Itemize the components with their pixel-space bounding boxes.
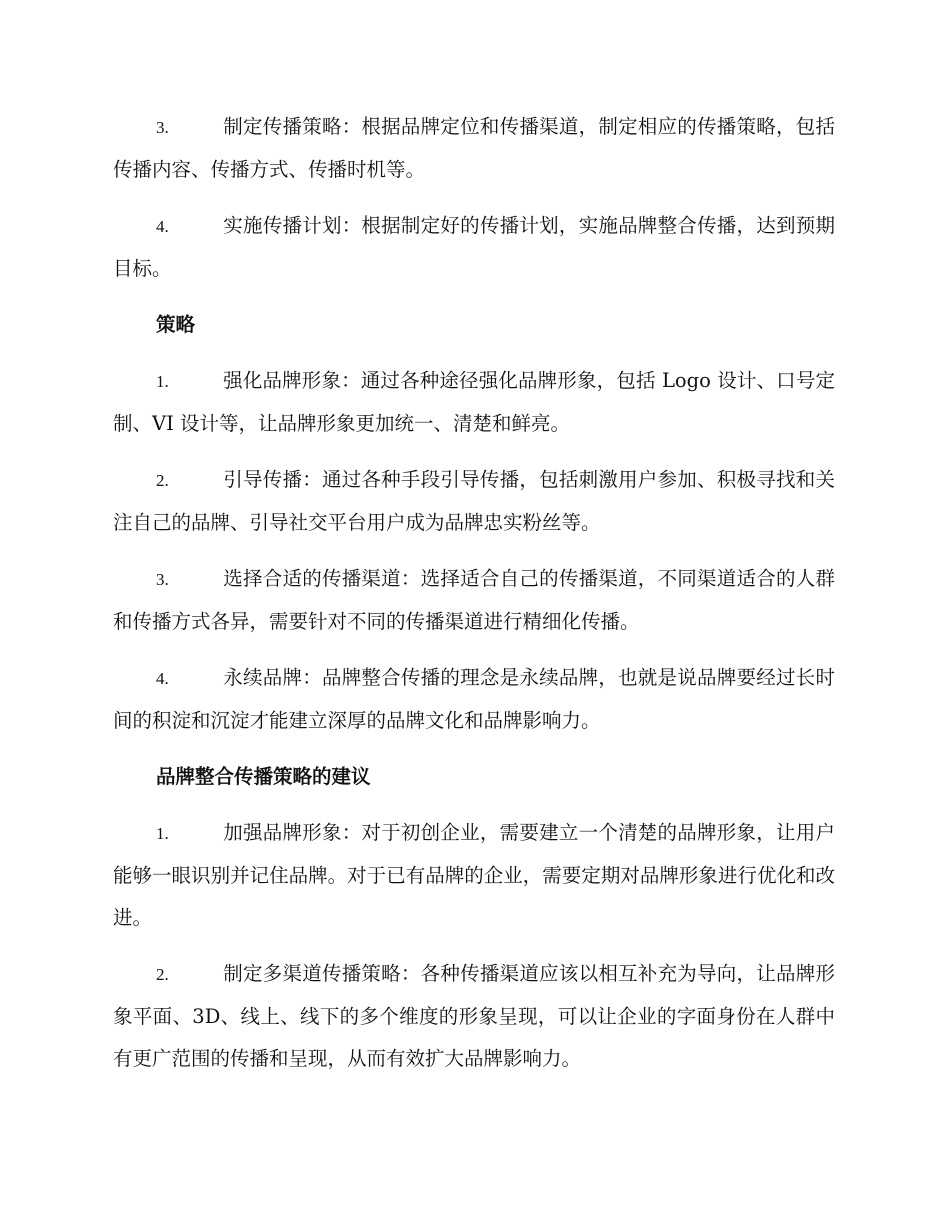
list-text: 制定多渠道传播策略：各种传播渠道应该以相互补充为导向，让品牌形象平面、3D、线上、线下的多个维度的形象呈现，可以让企业的字面身份在人群中有更广范围的传播和呈现，从而有效扩大品牌影响力。 xyxy=(113,962,835,1070)
list-item xyxy=(113,657,835,742)
list-text: 制定传播策略：根据品牌定位和传播渠道，制定相应的传播策略，包括传播内容、传播方式、传播时机等。 xyxy=(113,115,835,181)
list-text: 实施传播计划：根据制定好的传播计划，实施品牌整合传播，达到预期目标。 xyxy=(113,214,835,280)
list-number: 2. xyxy=(156,965,169,984)
section-heading-advice: 品牌整合传播策略的建议 xyxy=(156,765,371,788)
list-item xyxy=(113,953,835,1080)
list-number: 2. xyxy=(156,471,169,490)
section-heading-strategy: 策略 xyxy=(156,313,196,336)
list-number: 1. xyxy=(156,372,169,391)
list-item xyxy=(113,558,835,643)
list-number: 4. xyxy=(156,217,169,236)
list-text: 永续品牌：品牌整合传播的理念是永续品牌，也就是说品牌要经过长时间的积淀和沉淀才能建立深厚的品牌文化和品牌影响力。 xyxy=(113,666,835,732)
list-item xyxy=(113,360,835,445)
list-item xyxy=(113,106,835,191)
list-text: 加强品牌形象：对于初创企业，需要建立一个清楚的品牌形象，让用户能够一眼识别并记住品牌。对于已有品牌的企业，需要定期对品牌形象进行优化和改进。 xyxy=(113,821,835,929)
list-number: 3. xyxy=(156,570,169,589)
list-item xyxy=(113,459,835,544)
list-text: 强化品牌形象：通过各种途径强化品牌形象，包括 Logo 设计、口号定制、VI 设计等，让品牌形象更加统一、清楚和鲜亮。 xyxy=(113,369,835,435)
list-number: 4. xyxy=(156,669,169,688)
list-number: 3. xyxy=(156,118,169,137)
list-item xyxy=(113,812,835,939)
list-number: 1. xyxy=(156,824,169,843)
list-item xyxy=(113,205,835,290)
list-text: 选择合适的传播渠道：选择适合自己的传播渠道，不同渠道适合的人群和传播方式各异，需要针对不同的传播渠道进行精细化传播。 xyxy=(113,567,835,633)
list-text: 引导传播：通过各种手段引导传播，包括刺激用户参加、积极寻找和关注自己的品牌、引导社交平台用户成为品牌忠实粉丝等。 xyxy=(113,468,835,534)
